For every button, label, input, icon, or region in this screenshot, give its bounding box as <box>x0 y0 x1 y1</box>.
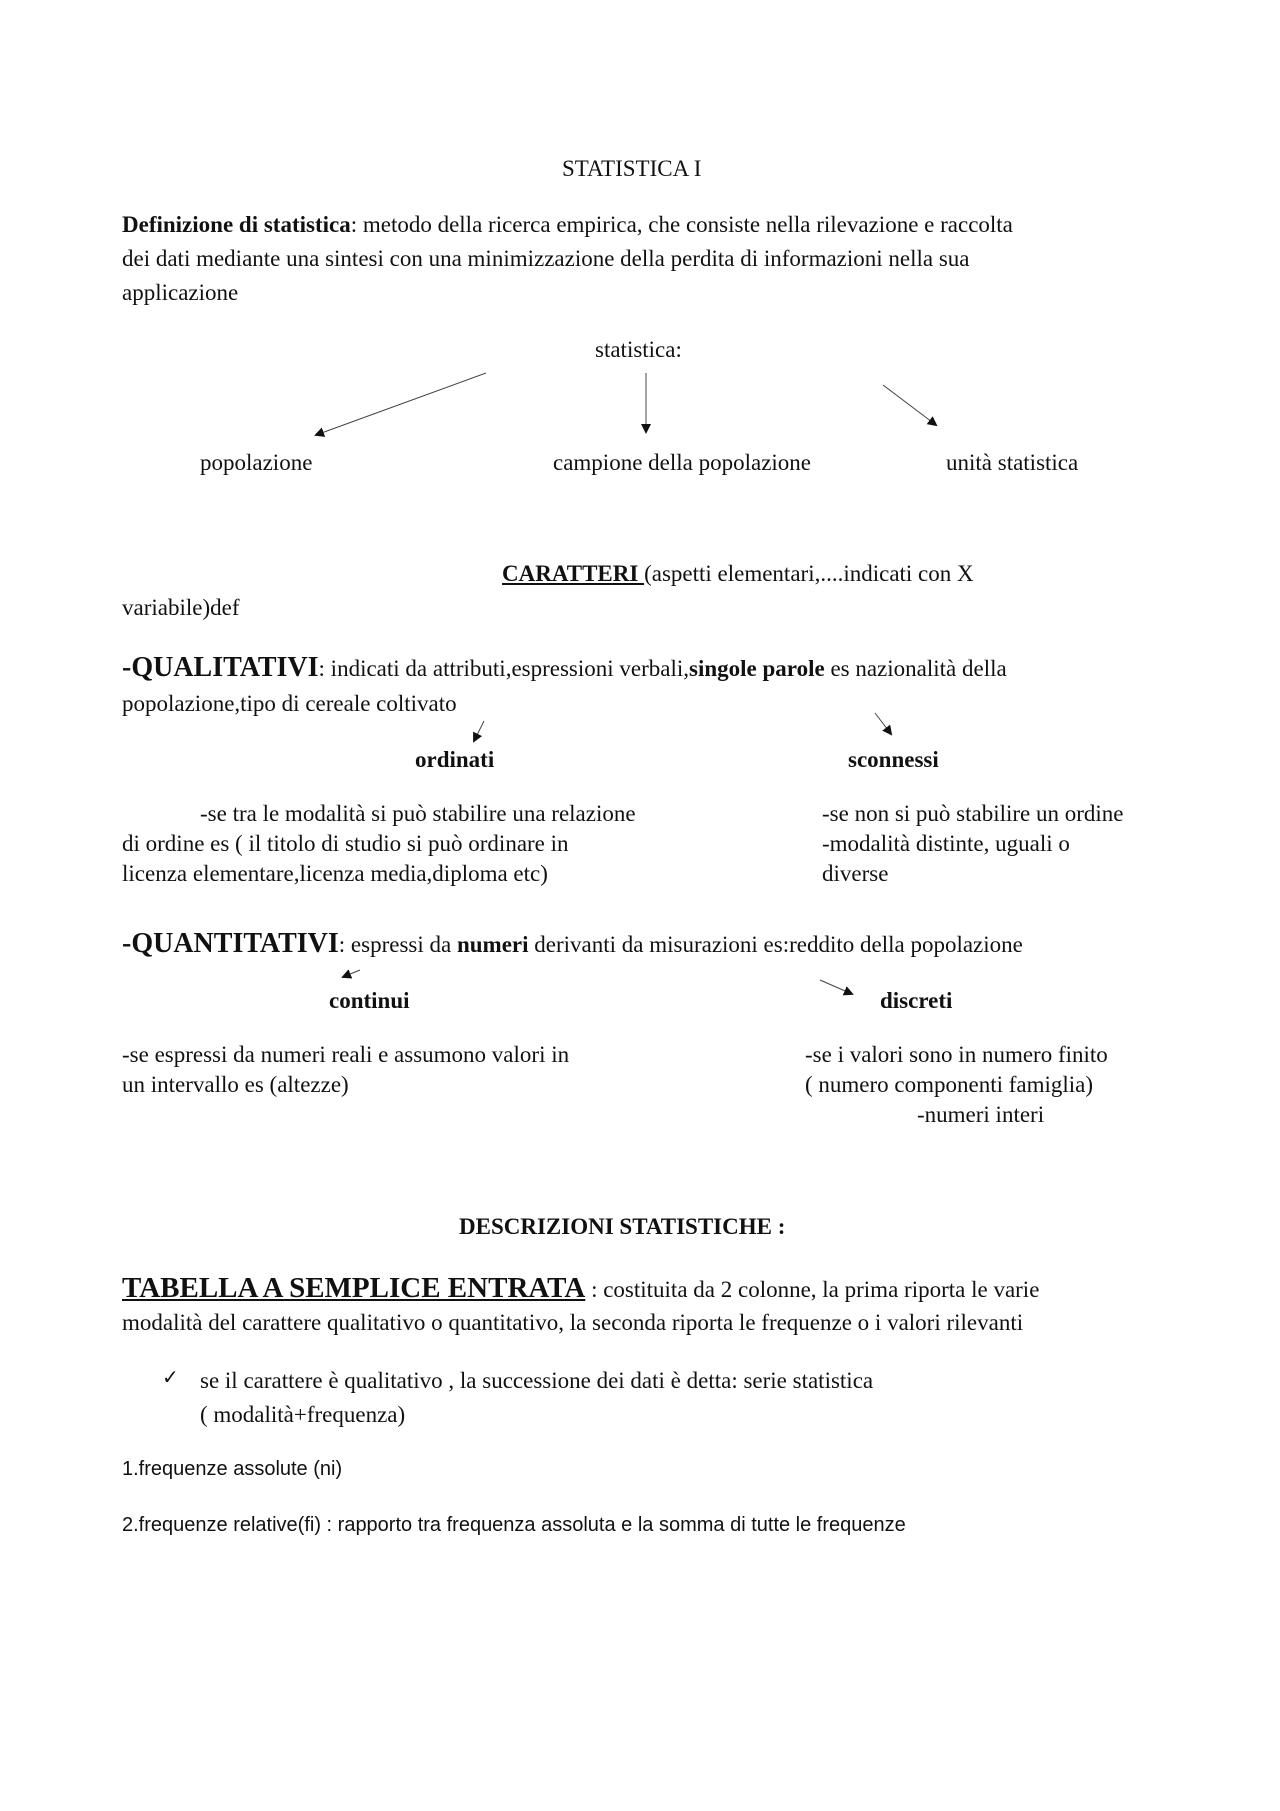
tabella-bullet <box>200 1364 873 1432</box>
caratteri-rest: (aspetti elementari,....indicati con X <box>644 561 974 586</box>
continui-description <box>122 1040 569 1100</box>
qualitativi-line2: popolazione,tipo di cereale coltivato <box>122 691 457 716</box>
arrow-to-continui <box>343 970 360 977</box>
ordinati-line2: di ordine es ( il titolo di studio si può ordinare in <box>122 831 569 856</box>
diagram-center-node: campione della popolazione <box>553 450 812 475</box>
tabella-bullet-line2: ( modalità+frequenza) <box>200 1402 406 1427</box>
qualitativi-heading: -QUALITATIVI <box>122 652 319 683</box>
quantitativi-bold: numeri <box>456 932 529 957</box>
ordinati-description <box>122 799 636 889</box>
diagram-root: statistica: <box>595 337 682 362</box>
ordinati-line3: licenza elementare,licenza media,diploma etc) <box>122 861 548 886</box>
frequenze-relative-item: 2.frequenze relative(fi) : rapporto tra frequenza assoluta e la somma di tutte le frequenze <box>122 1514 906 1536</box>
tabella-line2: modalità del carattere qualitativo o quantitativo, la seconda riporta le frequenze o i valori rilevanti <box>122 1310 1024 1335</box>
qualitativi-text-a: : indicati da attributi,espressioni verbali, <box>318 656 690 681</box>
quantitativi-text-a: : espressi da <box>338 932 457 957</box>
arrow-to-unita <box>883 385 936 425</box>
quantitativi-line1 <box>122 926 1023 961</box>
diagram-left-node: popolazione <box>200 450 313 475</box>
discreti-line2: ( numero componenti famiglia) <box>805 1072 1094 1097</box>
diagram-right-node: unità statistica <box>946 450 1079 475</box>
continui-label: continui <box>329 988 410 1013</box>
quantitativi-text-b: derivanti da misurazioni es:reddito della popolazione <box>528 932 1023 957</box>
sconnessi-description <box>822 799 1124 889</box>
arrow-to-ordinati <box>474 721 484 741</box>
tabella-bullet-line1: se il carattere è qualitativo , la successione dei dati è detta: serie statistica <box>200 1368 874 1393</box>
qualitativi-line1 <box>122 650 1007 685</box>
qualitativi-bold: singole parole <box>689 656 825 681</box>
discreti-line1: -se i valori sono in numero finito <box>805 1042 1108 1067</box>
discreti-line3: -numeri interi <box>917 1102 1045 1127</box>
ordinati-label: ordinati <box>415 747 495 772</box>
frequenze-assolute-item: 1.frequenze assolute (ni) <box>122 1458 343 1480</box>
definition-term: Definizione di statistica <box>122 212 351 237</box>
continui-line2: un intervallo es (altezze) <box>122 1072 349 1097</box>
quantitativi-heading: -QUANTITATIVI <box>122 928 339 959</box>
descrizioni-heading: DESCRIZIONI STATISTICHE : <box>459 1214 786 1239</box>
arrow-to-discreti <box>820 980 852 994</box>
page-title: STATISTICA I <box>562 156 702 181</box>
tabella-heading: TABELLA A SEMPLICE ENTRATA <box>122 1272 586 1304</box>
ordinati-line1: -se tra le modalità si può stabilire una relazione <box>200 801 636 826</box>
caratteri-heading: CARATTERI <box>502 561 645 586</box>
definition-line2: dei dati mediante una sintesi con una minimizzazione della perdita di informazioni nella sua <box>122 246 970 271</box>
sconnessi-line3: diverse <box>822 861 889 886</box>
continui-line1: -se espressi da numeri reali e assumono valori in <box>122 1042 570 1067</box>
discreti-label: discreti <box>880 988 953 1013</box>
sconnessi-line1: -se non si può stabilire un ordine <box>822 801 1124 826</box>
arrow-to-popolazione <box>316 373 486 435</box>
discreti-description <box>805 1040 1108 1130</box>
tabella-line1 <box>122 1270 1039 1306</box>
caratteri-line2: variabile)def <box>122 595 240 620</box>
caratteri-line1 <box>502 560 974 589</box>
arrow-to-sconnessi <box>875 713 891 734</box>
definition-line1: : metodo della ricerca empirica, che consiste nella rilevazione e raccolta <box>350 212 1013 237</box>
tabella-text-a: : costituita da 2 colonne, la prima riporta le varie <box>585 1277 1040 1302</box>
sconnessi-line2: -modalità distinte, uguali o <box>822 831 1070 856</box>
definition-line3: applicazione <box>122 280 239 305</box>
checkmark-icon: ✓ <box>162 1365 179 1389</box>
qualitativi-text-b: es nazionalità della <box>824 656 1007 681</box>
sconnessi-label: sconnessi <box>848 747 939 772</box>
